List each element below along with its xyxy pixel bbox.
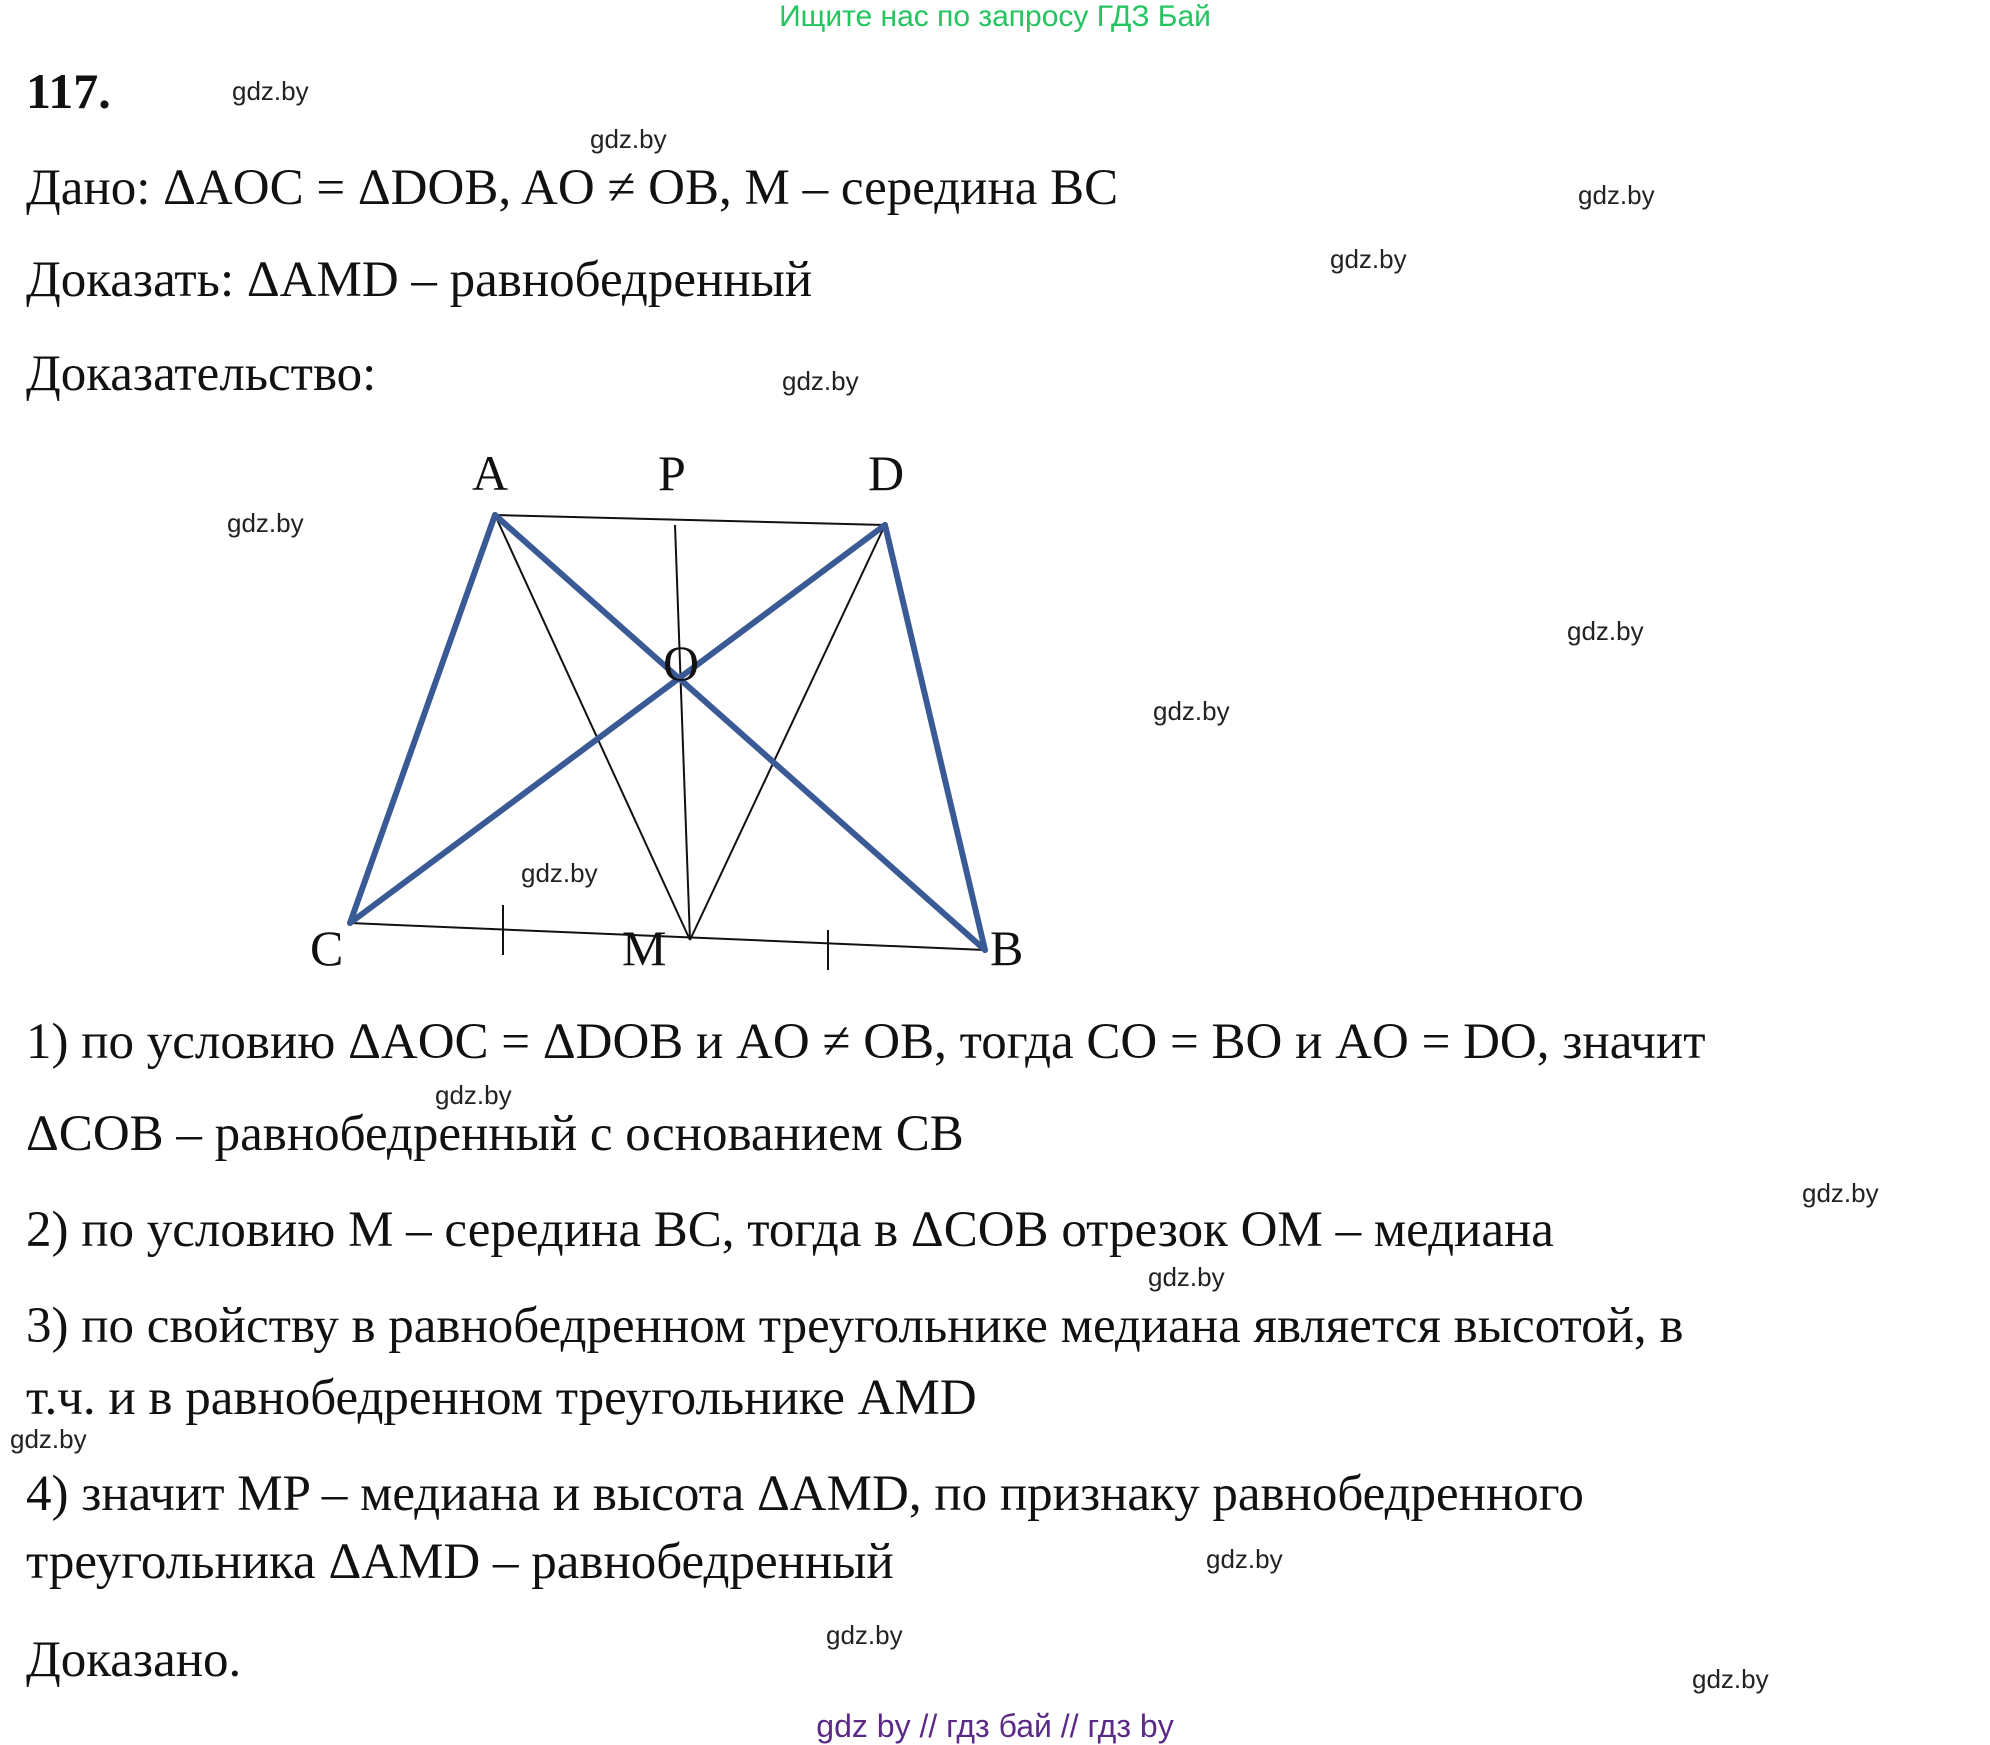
watermark: gdz.by: [435, 1080, 512, 1110]
prove-line: Доказать: ΔAMD – равнобедренный: [26, 252, 813, 308]
label-c: C: [310, 920, 344, 976]
step-4-line-1: 4) значит MP – медиана и высота ΔAMD, по признаку равнобедренного: [26, 1466, 1584, 1522]
watermark: gdz.by: [1578, 180, 1655, 210]
segment-ac: [350, 515, 495, 923]
watermark: gdz.by: [1206, 1544, 1283, 1574]
watermark: gdz.by: [1330, 244, 1407, 274]
problem-number: 117.: [26, 63, 111, 119]
label-b: B: [990, 920, 1024, 976]
thin-segments: [350, 515, 985, 970]
label-o: O: [663, 635, 700, 691]
segment-cb: [350, 923, 985, 950]
thick-segments: [350, 515, 985, 950]
step-3-line-2: т.ч. и в равнобедренном треугольнике AMD: [26, 1370, 977, 1426]
segment-pm: [675, 525, 690, 940]
footer-links: gdz by // гдз бай // гдз by: [816, 1708, 1174, 1744]
label-d: D: [868, 445, 905, 501]
watermark: gdz.by: [232, 76, 309, 106]
step-1-line-1: 1) по условию ΔAOC = ΔDOB и AO ≠ OB, тогда CO = BO и AO = DO, значит: [26, 1014, 1706, 1070]
watermark: gdz.by: [1148, 1262, 1225, 1292]
step-2-line-1: 2) по условию M – середина BC, тогда в ΔCOB отрезок OM – медиана: [26, 1202, 1554, 1258]
watermark: gdz.by: [1567, 616, 1644, 646]
label-m: M: [622, 920, 667, 976]
watermark: gdz.by: [227, 508, 304, 538]
step-4-line-2: треугольника ΔAMD – равнобедренный: [26, 1534, 894, 1590]
watermark: gdz.by: [1802, 1178, 1879, 1208]
label-a: A: [472, 445, 509, 501]
watermark: gdz.by: [826, 1620, 903, 1650]
segment-ad: [495, 515, 885, 525]
given-line: Дано: ΔAOC = ΔDOB, AO ≠ OB, M – середина BC: [26, 160, 1119, 216]
watermark: gdz.by: [1692, 1664, 1769, 1694]
watermark: gdz.by: [590, 124, 667, 154]
watermark: gdz.by: [10, 1424, 87, 1454]
label-p: P: [658, 445, 686, 501]
top-banner: Ищите нас по запросу ГДЗ Бай: [779, 0, 1211, 33]
watermark: gdz.by: [521, 858, 598, 888]
conclusion: Доказано.: [26, 1632, 242, 1688]
segment-dm: [690, 525, 885, 940]
watermark: gdz.by: [782, 366, 859, 396]
watermark: gdz.by: [1153, 696, 1230, 726]
segment-db: [885, 525, 985, 950]
proof-heading: Доказательство:: [26, 346, 377, 402]
step-1-line-2: ΔCOB – равнобедренный с основанием CB: [26, 1106, 964, 1162]
step-3-line-1: 3) по свойству в равнобедренном треугольнике медиана является высотой, в: [26, 1298, 1684, 1354]
segment-dc: [350, 525, 885, 923]
